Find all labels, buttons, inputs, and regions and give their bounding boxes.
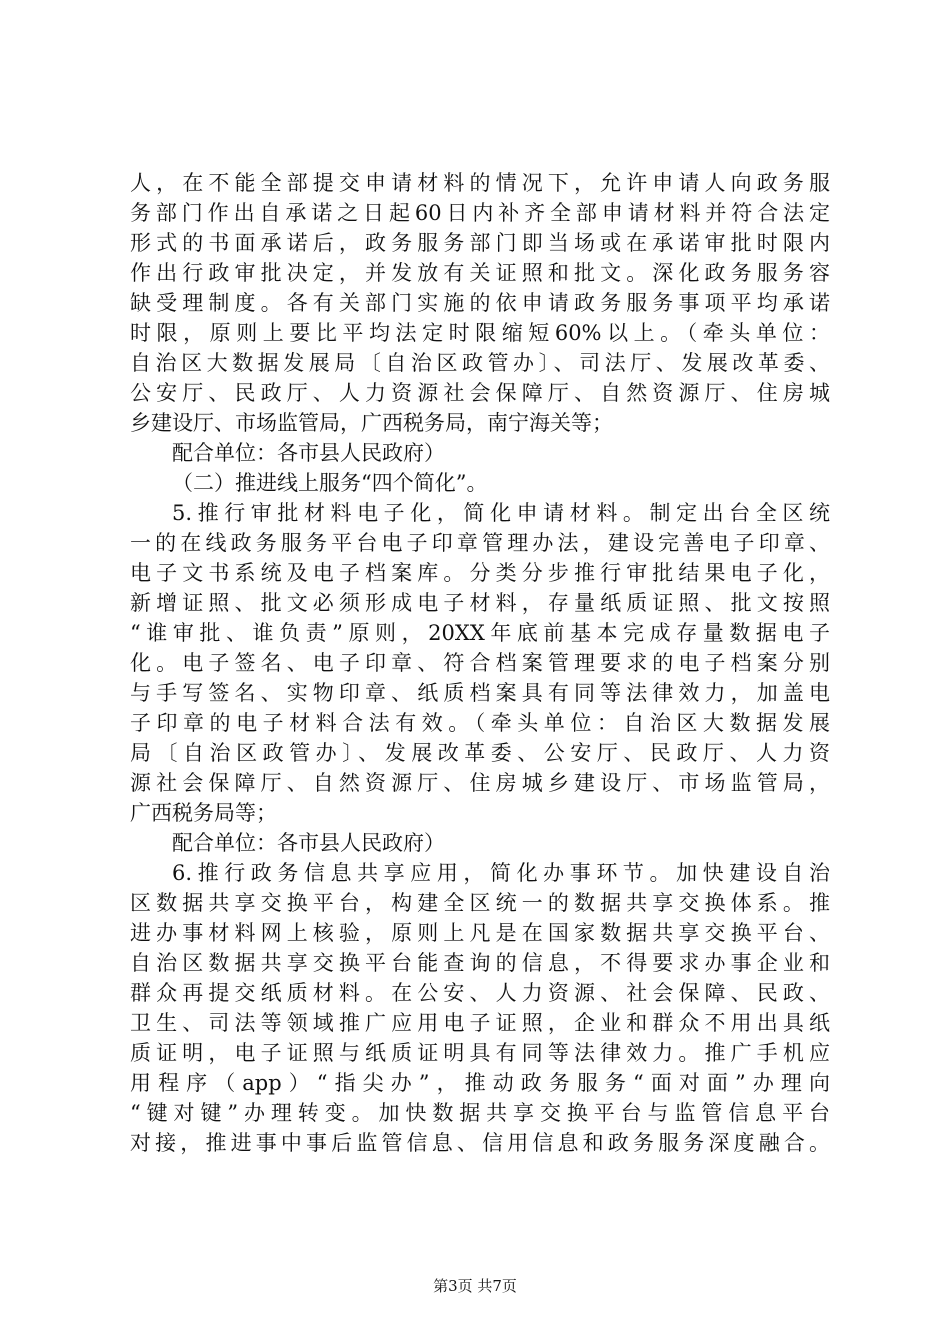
text-line: 人，在不能全部提交申请材料的情况下，允许申请人向政务服 <box>130 171 830 195</box>
document-body <box>130 168 830 1158</box>
text-line: 乡建设厅、市场监管局，广西税务局，南宁海关等； <box>130 411 613 435</box>
text-line: 自治区大数据发展局〔自治区政管办〕、司法厅、发展改革委、 <box>130 351 830 375</box>
text-line: “谁审批、谁负责”原则，20XX年底前基本完成存量数据电子 <box>130 621 830 645</box>
page-number: 第3页 共7页 <box>433 1277 517 1295</box>
text-line: 一的在线政务服务平台电子印章管理办法，建设完善电子印章、 <box>130 531 830 555</box>
text-line: 源社会保障厅、自然资源厅、住房城乡建设厅、市场监管局， <box>130 771 830 795</box>
text-line: 区数据共享交换平台，构建全区统一的数据共享交换体系。推 <box>130 891 830 915</box>
text-line: 缺受理制度。各有关部门实施的依申请政务服务事项平均承诺 <box>130 291 830 315</box>
text-line: 配合单位：各市县人民政府） <box>172 441 445 465</box>
text-line: 电子文书系统及电子档案库。分类分步推行审批结果电子化， <box>130 561 830 585</box>
text-line: 局〔自治区政管办〕、发展改革委、公安厅、民政厅、人力资 <box>130 741 830 765</box>
text-line: 子印章的电子材料合法有效。（牵头单位：自治区大数据发展 <box>130 711 830 735</box>
text-line: 对接，推进事中事后监管信息、信用信息和政务服务深度融合。 <box>130 1131 830 1155</box>
page-footer <box>0 1276 950 1296</box>
text-line: 化。电子签名、电子印章、符合档案管理要求的电子档案分别 <box>130 651 830 675</box>
text-line: 形式的书面承诺后，政务服务部门即当场或在承诺审批时限内 <box>130 231 830 255</box>
text-line: 时限，原则上要比平均法定时限缩短60%以上。（牵头单位： <box>130 321 830 345</box>
text-line: 群众再提交纸质材料。在公安、人力资源、社会保障、民政、 <box>130 981 830 1005</box>
text-line: “键对键”办理转变。加快数据共享交换平台与监管信息平台 <box>130 1101 830 1125</box>
text-line: 质证明，电子证照与纸质证明具有同等法律效力。推广手机应 <box>130 1041 830 1065</box>
text-line: 6.推行政务信息共享应用，简化办事环节。加快建设自治 <box>172 861 830 885</box>
text-line: 广西税务局等； <box>130 801 277 825</box>
text-line: 公安厅、民政厅、人力资源社会保障厅、自然资源厅、住房城 <box>130 381 830 405</box>
text-line: 用程序（app）“指尖办”，推动政务服务“面对面”办理向 <box>130 1071 830 1095</box>
text-line: 作出行政审批决定，并发放有关证照和批文。深化政务服务容 <box>130 261 830 285</box>
text-line: 配合单位：各市县人民政府） <box>172 831 445 855</box>
text-line: （二）推进线上服务“四个简化”。 <box>172 471 488 495</box>
text-line: 新增证照、批文必须形成电子材料，存量纸质证照、批文按照 <box>130 591 830 615</box>
text-line: 与手写签名、实物印章、纸质档案具有同等法律效力，加盖电 <box>130 681 830 705</box>
text-line: 自治区数据共享交换平台能查询的信息，不得要求办事企业和 <box>130 951 830 975</box>
text-line: 5.推行审批材料电子化，简化申请材料。制定出台全区统 <box>172 501 830 525</box>
text-line: 卫生、司法等领域推广应用电子证照，企业和群众不用出具纸 <box>130 1011 830 1035</box>
text-line: 务部门作出自承诺之日起60日内补齐全部申请材料并符合法定 <box>130 201 830 225</box>
text-line: 进办事材料网上核验，原则上凡是在国家数据共享交换平台、 <box>130 921 830 945</box>
